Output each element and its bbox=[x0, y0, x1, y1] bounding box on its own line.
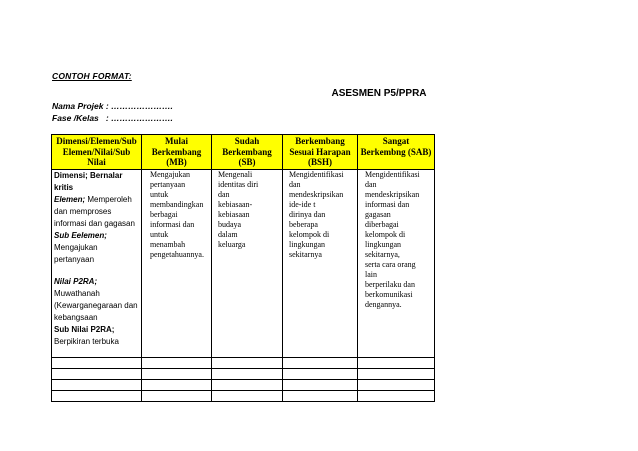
table-row bbox=[52, 368, 435, 379]
empty-cell bbox=[52, 368, 142, 379]
empty-cell bbox=[142, 390, 212, 401]
sub-elemen-text: Mengajukan pertanyaan bbox=[54, 242, 98, 264]
empty-cell bbox=[358, 368, 435, 379]
header-dimensi: Dimensi/Elemen/Sub Elemen/Nilai/Sub Nilai bbox=[52, 135, 142, 170]
empty-cell bbox=[212, 357, 283, 368]
empty-cell bbox=[52, 390, 142, 401]
header-sab: Sangat Berkembng (SAB) bbox=[358, 135, 435, 170]
empty-cell bbox=[283, 390, 358, 401]
mb-cell: Mengajukan pertanyaan untuk membandingkan berbagai informasi dan untuk menambah pengetahuannya. bbox=[142, 169, 212, 357]
header-mb: Mulai Berkembang (MB) bbox=[142, 135, 212, 170]
dimensi-cell bbox=[52, 169, 142, 357]
nilai-label: Nilai P2RA; bbox=[54, 276, 98, 286]
nilai-text: Muwathanah (Kewarganegaraan dan kebangsaan bbox=[54, 288, 138, 322]
nama-projek-line: Nama Projek : …………………. bbox=[52, 101, 173, 111]
table-row bbox=[52, 379, 435, 390]
table-row bbox=[52, 390, 435, 401]
sb-cell: Mengenali identitas diri dan kebiasaan- kebiasaan budaya dalam keluarga bbox=[212, 169, 283, 357]
empty-cell bbox=[358, 379, 435, 390]
header-bsh: Berkembang Sesuai Harapan (BSH) bbox=[283, 135, 358, 170]
table-row bbox=[52, 357, 435, 368]
sub-nilai-label: Sub Nilai P2RA; bbox=[54, 324, 115, 334]
dimensi-label: Dimensi; Bernalar kritis bbox=[54, 170, 123, 192]
assessment-table bbox=[51, 134, 435, 402]
sab-cell: Mengidentifikasi dan mendeskripsikan informasi dan gagasan diberbagai kelompok di lingkungan sekitarnya, serta cara orang lain berperilaku dan berkomunikasi dengannya. bbox=[358, 169, 435, 357]
elemen-label: Elemen; bbox=[54, 194, 86, 204]
empty-cell bbox=[142, 368, 212, 379]
empty-cell bbox=[358, 357, 435, 368]
header-sb: Sudah Berkembang (SB) bbox=[212, 135, 283, 170]
empty-cell bbox=[283, 379, 358, 390]
empty-cell bbox=[212, 390, 283, 401]
sub-nilai-text: Berpikiran terbuka bbox=[54, 336, 119, 346]
empty-cell bbox=[52, 357, 142, 368]
empty-cell bbox=[283, 368, 358, 379]
sub-elemen-label: Sub Eelemen; bbox=[54, 230, 107, 240]
table-row bbox=[52, 169, 435, 357]
empty-cell bbox=[283, 357, 358, 368]
empty-cell bbox=[358, 390, 435, 401]
contoh-format-label: CONTOH FORMAT: bbox=[52, 71, 132, 81]
spacer bbox=[54, 266, 139, 276]
empty-cell bbox=[52, 379, 142, 390]
elemen-text: Memperoleh dan memproses informasi dan gagasan bbox=[54, 194, 135, 228]
empty-cell bbox=[212, 379, 283, 390]
empty-cell bbox=[142, 357, 212, 368]
table-header-row bbox=[52, 135, 435, 170]
bsh-cell: Mengidentifikasi dan mendeskripsikan ide-ide t dirinya dan beberapa kelompok di lingkungan sekitarnya bbox=[283, 169, 358, 357]
empty-cell bbox=[212, 368, 283, 379]
fase-kelas-line: Fase /Kelas : …………………. bbox=[52, 113, 173, 123]
empty-cell bbox=[142, 379, 212, 390]
page-title: ASESMEN P5/PPRA bbox=[331, 88, 427, 99]
